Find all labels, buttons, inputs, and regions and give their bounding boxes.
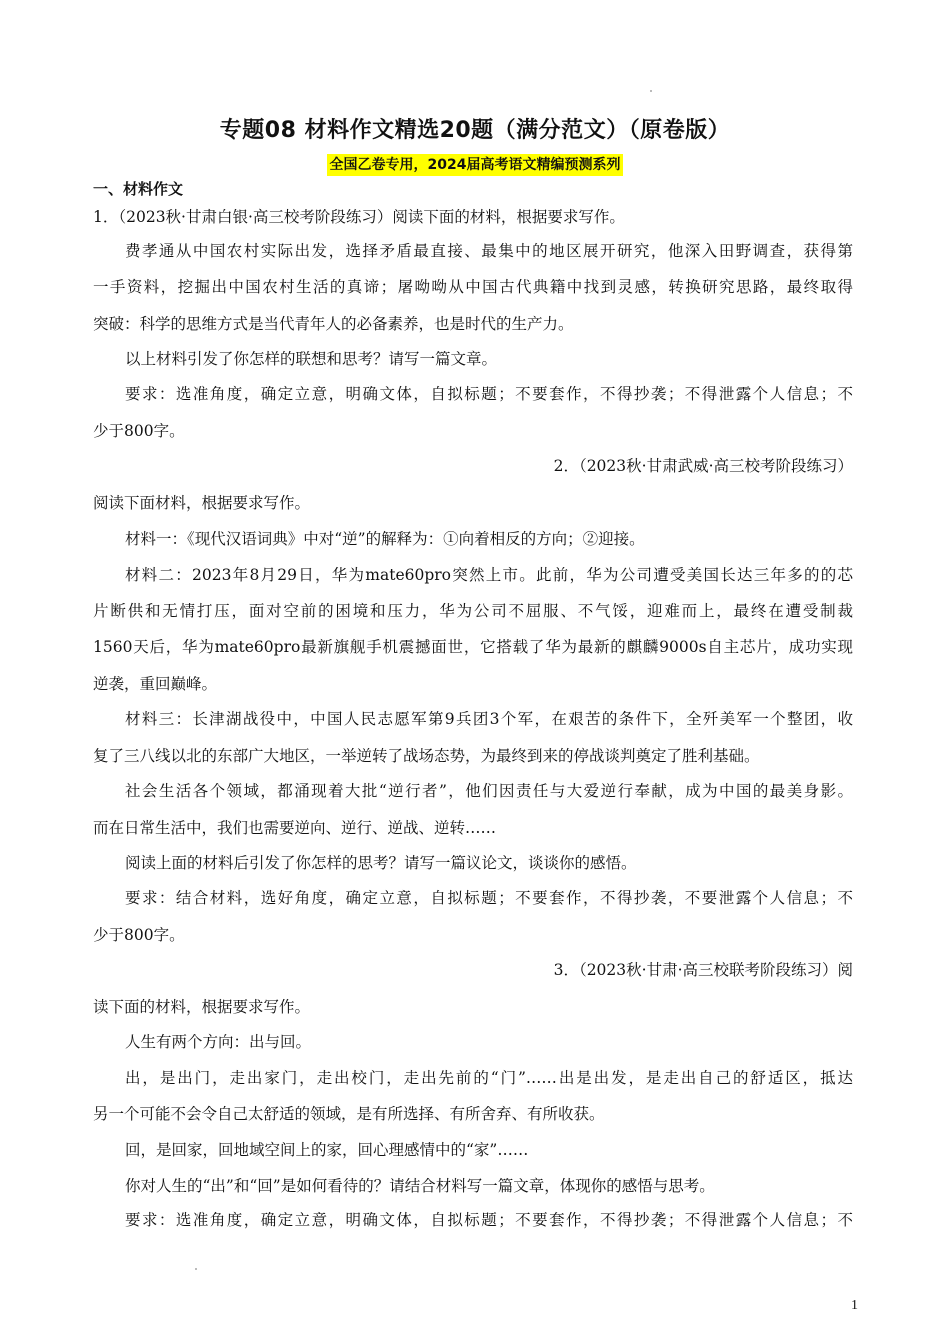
- body-line: 读下面的材料，根据要求写作。: [93, 998, 311, 1016]
- document-subtitle: 全国乙卷专用，2024届高考语文精编预测系列: [327, 154, 624, 176]
- body-line: 要求：选准角度，确定立意，明确文体，自拟标题；不要套作，不得抄袭；不得泄露个人信息；不: [125, 385, 853, 403]
- document-title: 专题08 材料作文精选20题（满分范文）（原卷版）: [219, 118, 731, 143]
- question-2-heading: 2．（2023秋·甘肃武威·高三校考阶段练习）: [553, 457, 853, 475]
- section-heading: 一、材料作文: [93, 180, 184, 198]
- body-line: 一手资料，挖掘出中国农村生活的真谛；屠呦呦从中国古代典籍中找到灵感，转换研究思路，最终取得: [93, 278, 853, 296]
- body-line: 复了三八线以北的东部广大地区，一举逆转了战场态势，为最终到来的停战谈判奠定了胜利基础。: [93, 747, 760, 765]
- body-line: 而在日常生活中，我们也需要逆向、逆行、逆战、逆转……: [93, 819, 497, 837]
- body-line: 你对人生的“出”和“回”是如何看待的？请结合材料写一篇文章，体现你的感悟与思考。: [125, 1177, 715, 1195]
- question-3-heading: 3．（2023秋·甘肃·高三校联考阶段练习）阅: [553, 961, 853, 979]
- body-line: 材料一：《现代汉语词典》中对“逆”的解释为：①向着相反的方向；②迎接。: [125, 530, 645, 548]
- body-line: 逆袭，重回巅峰。: [93, 675, 218, 693]
- body-line: 社会生活各个领域，都涌现着大批“逆行者”，他们因责任与大爱逆行奉献，成为中国的最美身影。: [125, 782, 853, 800]
- body-line: 少于800字。: [93, 926, 185, 944]
- body-line: 要求：结合材料，选好角度，确定立意，自拟标题；不要套作，不得抄袭，不要泄露个人信息；不: [125, 889, 853, 907]
- body-line: 少于800字。: [93, 422, 185, 440]
- body-line: 材料三：长津湖战役中，中国人民志愿军第9兵团3个军，在艰苦的条件下，全歼美军一个整团，收: [125, 710, 853, 728]
- body-line: 回，是回家，回地域空间上的家，回心理感情中的“家”……: [125, 1141, 529, 1159]
- page-number: 1: [851, 1298, 858, 1313]
- body-line: 片断供和无情打压，面对空前的困境和压力，华为公司不屈服、不气馁，迎难而上，最终在遭受制裁: [93, 602, 853, 620]
- body-line: 人生有两个方向：出与回。: [125, 1033, 312, 1051]
- body-line: 1560天后，华为mate60pro最新旗舰手机震撼面世，它搭载了华为最新的麒麟9000s自主芯片，成功实现: [93, 638, 853, 656]
- body-line: 材料二：2023年8月29日，华为mate60pro突然上市。此前，华为公司遭受美国长达三年多的的芯: [125, 566, 853, 584]
- body-line: 出，是出门，走出家门，走出校门，走出先前的“门”……出是出发，是走出自己的舒适区，抵达: [125, 1069, 853, 1087]
- scan-speck: [650, 90, 652, 92]
- body-line: 阅读下面材料，根据要求写作。: [93, 494, 311, 512]
- body-line: 要求：选准角度，确定立意，明确文体，自拟标题；不要套作，不得抄袭；不得泄露个人信息；不: [125, 1211, 853, 1229]
- body-line: 费孝通从中国农村实际出发，选择矛盾最直接、最集中的地区展开研究，他深入田野调查，获得第: [125, 242, 853, 260]
- question-1-heading: 1．（2023秋·甘肃白银·高三校考阶段练习）阅读下面的材料，根据要求写作。: [93, 208, 625, 226]
- subtitle-row: [0, 154, 950, 176]
- scan-speck: [195, 1268, 197, 1270]
- body-line: 另一个可能不会令自己太舒适的领域，是有所选择、有所舍弃、有所收获。: [93, 1105, 605, 1123]
- body-line: 以上材料引发了你怎样的联想和思考？请写一篇文章。: [125, 350, 498, 368]
- body-line: 阅读上面的材料后引发了你怎样的思考？请写一篇议论文，谈谈你的感悟。: [125, 854, 637, 872]
- body-line: 突破：科学的思维方式是当代青年人的必备素养，也是时代的生产力。: [93, 315, 574, 333]
